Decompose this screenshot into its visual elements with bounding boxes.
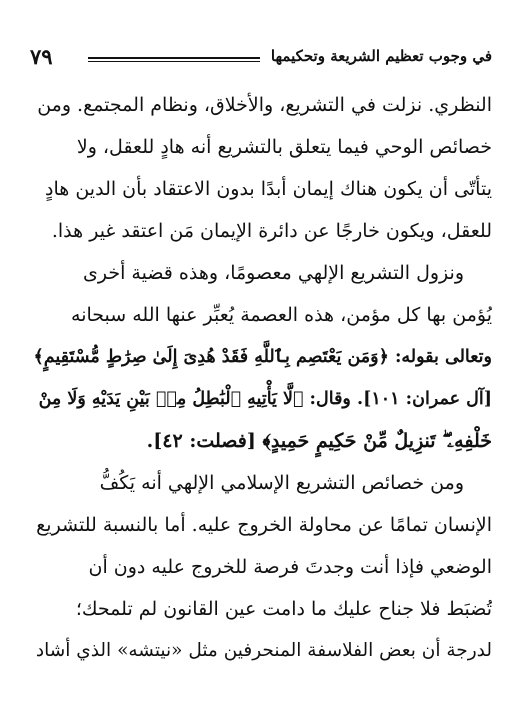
text-line: يتأتّى أن يكون هناك إيمان أبدًا بدون الاعتقاد بأن الدين هادٍ <box>45 178 492 200</box>
running-title: في وجوب تعظيم الشريعة وتحكيمها <box>270 47 492 65</box>
header-rule <box>88 57 260 62</box>
text-line: يُؤمن بها كل مؤمن، هذه العصمة يُعبِّر عنها الله سبحانه <box>71 304 492 326</box>
text-line: تُضبَط فلا جناح عليك ما دامت عين القانون لم تلمحك؛ <box>75 598 492 620</box>
page-number: ٧٩ <box>30 44 53 69</box>
quran-verse-line: [آل عمران: ١٠١]. وقال: ﴿لَّا يَأْتِيهِ ٱلْبَٰطِلُ مِنۢ بَيْنِ يَدَيْهِ وَلَا مِنْ <box>38 389 492 409</box>
quran-verse-line: خَلْفِهِۦ ۖ تَنزِيلٌ مِّنْ حَكِيمٍ حَمِيدٍ﴾ [فصلت: ٤٢]. <box>146 430 492 452</box>
text-line: الإنسان تمامًا عن محاولة الخروج عليه. أما بالنسبة للتشريع <box>36 514 492 536</box>
text-line: النظري. نزلت في التشريع، والأخلاق، ونظام المجتمع. ومن <box>37 94 492 116</box>
text-line: للعقل، ويكون خارجًا عن دائرة الإيمان مَن اعتقد غير هذا. <box>51 220 492 242</box>
text-line: خصائص الوحي فيما يتعلق بالتشريع أنه هادٍ للعقل، ولا <box>76 136 492 158</box>
body-text <box>30 84 492 672</box>
page-header <box>30 44 492 72</box>
text-line: الوضعي فإذا أنت وجدتَ فرصة للخروج عليه دون أن <box>88 556 492 578</box>
text-line: لدرجة أن بعض الفلاسفة المنحرفين مثل «نيتشه» الذي أشاد <box>35 640 492 661</box>
paragraph-first-line: ومن خصائص التشريع الإسلامي الإلهي أنه يَكُفُّ <box>99 472 464 494</box>
quran-verse-line: وتعالى بقوله: ﴿وَمَن يَعْتَصِم بِٱللَّهِ فَقَدْ هُدِىَ إِلَىٰ صِرَٰطٍ مُّسْتَقِيمٍ﴾ <box>33 347 492 367</box>
paragraph-first-line: ونزول التشريع الإلهي معصومًا، وهذه قضية أخرى <box>82 262 464 284</box>
